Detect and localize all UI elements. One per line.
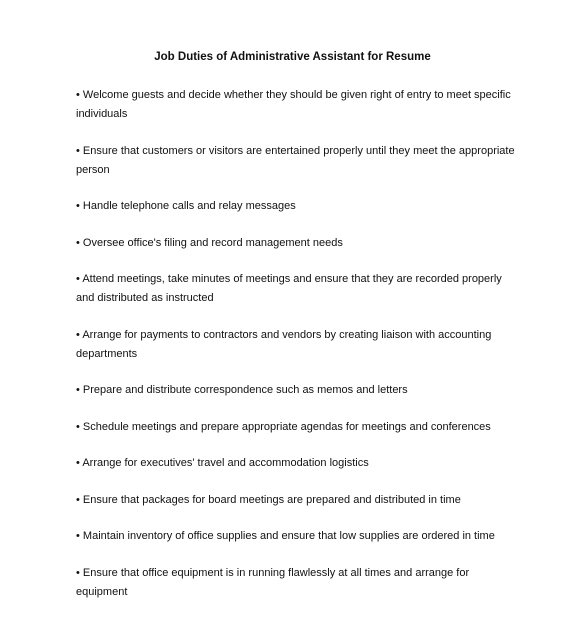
duty-text: Schedule meetings and prepare appropriate agendas for meetings and conferences — [82, 420, 491, 433]
list-item — [76, 234, 516, 253]
bullet-icon: • — [76, 493, 80, 506]
duty-text: Ensure that customers or visitors are entertained properly until they meet the appropriate person — [76, 144, 515, 176]
duty-text: Maintain inventory of office supplies and ensure that low supplies are ordered in time — [82, 530, 495, 542]
duties-list — [76, 86, 516, 619]
list-item — [76, 270, 516, 308]
list-item — [76, 86, 516, 124]
list-item — [76, 197, 516, 216]
duty-text: Attend meetings, take minutes of meetings and ensure that they are recorded properly and distributed as instructed — [76, 273, 502, 304]
duty-text: Welcome guests and decide whether they should be given right of entry to meet specific individuals — [76, 89, 511, 120]
bullet-icon: • — [76, 144, 80, 157]
document-title: Job Duties of Administrative Assistant for Resume — [154, 51, 431, 63]
list-item — [76, 142, 516, 180]
list-item — [76, 491, 516, 510]
bullet-icon: • — [76, 457, 80, 469]
duty-text: Oversee office's filing and record management needs — [82, 236, 343, 249]
bullet-icon: • — [76, 530, 80, 542]
bullet-icon: • — [76, 328, 80, 341]
duty-text: Arrange for executives' travel and accommodation logistics — [82, 457, 369, 469]
bullet-icon: • — [76, 420, 80, 433]
bullet-icon: • — [76, 273, 80, 285]
duty-text: Handle telephone calls and relay messages — [82, 200, 296, 212]
duty-text: Arrange for payments to contractors and vendors by creating liaison with accounting departments — [76, 328, 492, 360]
duty-text: Ensure that packages for board meetings are prepared and distributed in time — [82, 493, 461, 506]
bullet-icon: • — [76, 200, 80, 212]
duty-text: Ensure that office equipment is in running flawlessly at all times and arrange for equipment — [76, 566, 470, 598]
duty-text: Prepare and distribute correspondence such as memos and letters — [82, 384, 408, 396]
bullet-icon: • — [76, 566, 80, 579]
list-item — [76, 418, 516, 437]
list-item — [76, 381, 516, 400]
bullet-icon: • — [76, 384, 80, 396]
bullet-icon: • — [76, 236, 80, 249]
list-item — [76, 564, 516, 602]
list-item — [76, 326, 516, 364]
list-item — [76, 527, 516, 546]
list-item — [76, 454, 516, 473]
bullet-icon: • — [76, 89, 80, 101]
